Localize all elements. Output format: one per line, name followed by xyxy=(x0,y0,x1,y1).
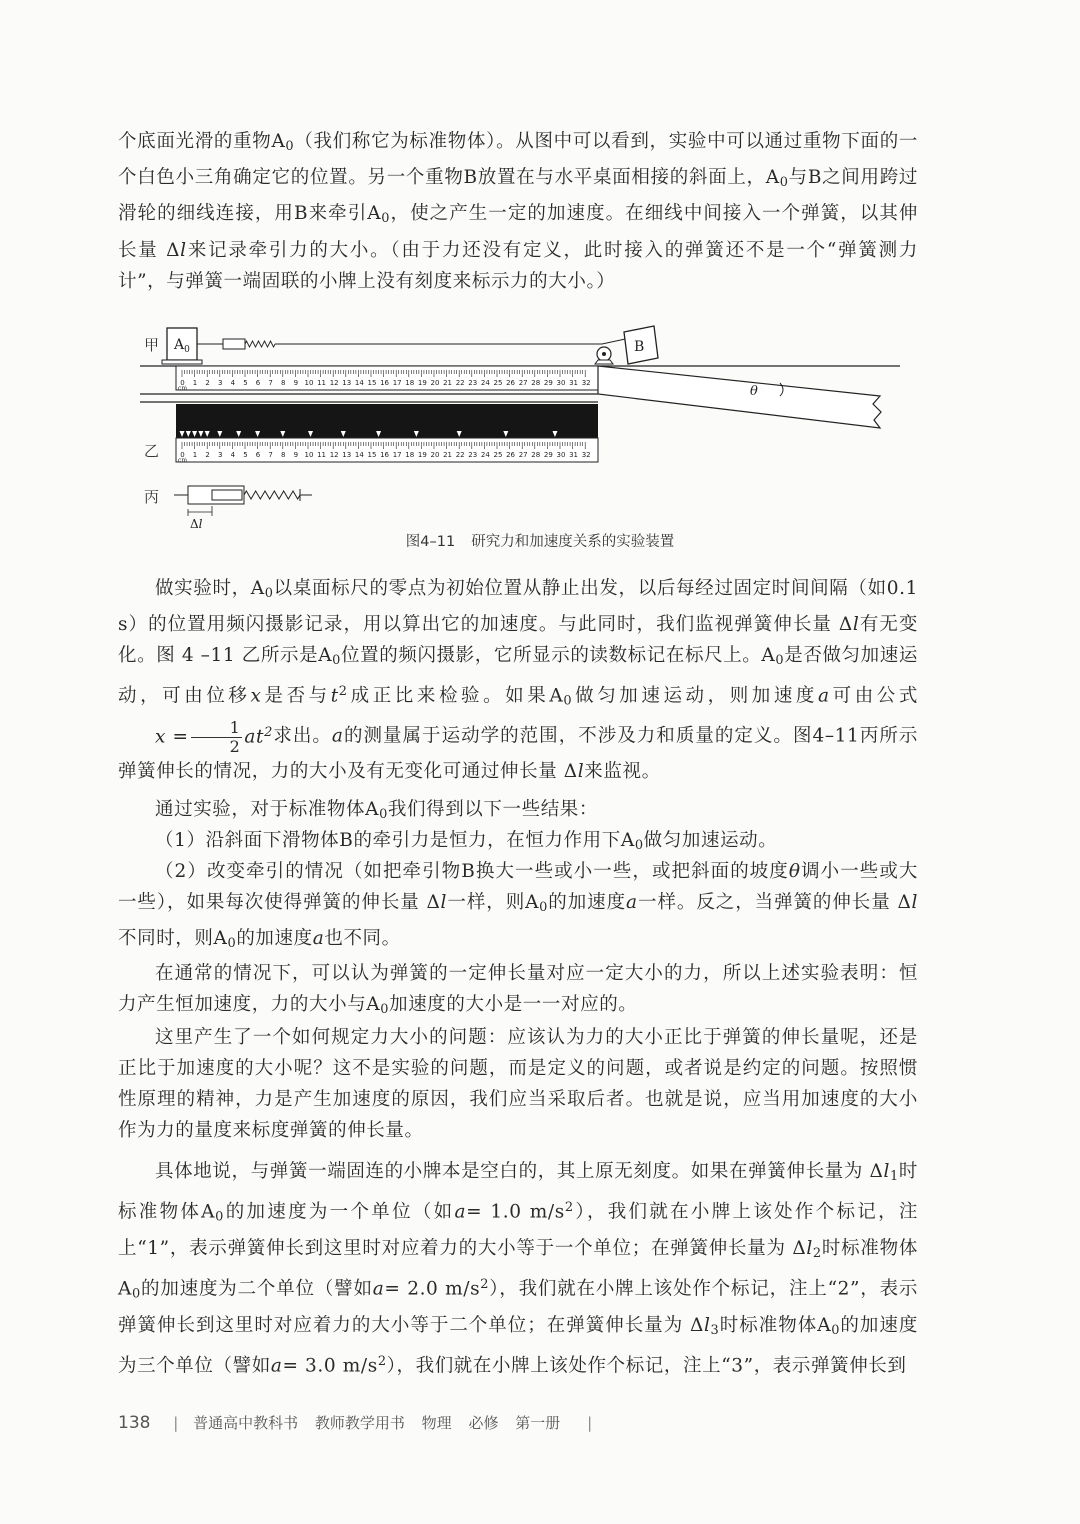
scale-number: 18 xyxy=(405,379,415,387)
page-number: 138 xyxy=(118,1413,151,1433)
scale-number: 16 xyxy=(380,379,390,387)
incline xyxy=(598,366,881,428)
scale-number: 23 xyxy=(468,379,478,387)
scale-number: 21 xyxy=(443,379,453,387)
scale-number: 7 xyxy=(268,379,273,387)
scale-number: 12 xyxy=(329,379,339,387)
scale-number: 28 xyxy=(531,451,541,459)
scale-number: 8 xyxy=(281,451,286,459)
paragraph-5: 在通常的情况下，可以认为弹簧的一定伸长量对应一定大小的力，所以上述实验表明：恒力产生恒加速度，力的大小与$A_0$加速度的大小是一一对应的。 xyxy=(118,963,918,1018)
page-footer: 138 | 普通高中教科书 教师教学用书 物理 必修 第一册 | xyxy=(118,1413,593,1433)
scale-number: 30 xyxy=(556,451,566,459)
scale-number: 11 xyxy=(317,379,327,387)
scale-number: 2 xyxy=(205,379,210,387)
scale-number: 13 xyxy=(342,379,352,387)
scale-number: 25 xyxy=(493,379,503,387)
scale-number: 26 xyxy=(506,451,516,459)
scale-number: 19 xyxy=(417,379,427,387)
scale-number: 6 xyxy=(255,379,261,387)
scale-number: 9 xyxy=(293,379,299,387)
scale-number: 20 xyxy=(430,451,440,459)
scale-number: 26 xyxy=(506,379,516,387)
scale-number: 14 xyxy=(354,379,364,387)
experiment-figure xyxy=(140,318,900,530)
footer-subject: 物理 xyxy=(421,1414,452,1432)
scale-number: 23 xyxy=(468,451,478,459)
scale-number: 17 xyxy=(392,379,402,387)
scale-number: 6 xyxy=(255,451,261,459)
scale-number: 10 xyxy=(304,379,314,387)
scale-number: 15 xyxy=(367,451,377,459)
scale-number: 9 xyxy=(293,451,299,459)
kinematics-formula: x = $\frac{1}{2}$ $at^2$ xyxy=(155,718,273,757)
footer-type: 教师教学用书 xyxy=(314,1414,405,1432)
scale-number: 29 xyxy=(543,379,553,387)
scale-number: 12 xyxy=(329,451,339,459)
scale-number: 28 xyxy=(531,379,541,387)
scale-number: 8 xyxy=(281,379,286,387)
scale-number: 10 xyxy=(304,451,314,459)
footer-course: 必修 xyxy=(468,1414,499,1432)
scale-number: 32 xyxy=(581,451,591,459)
paragraph-4: （2）改变牵引的情况（如把牵引物B换大一些或小一些，或把斜面的坡度θ调小一些或大一些），如果每次使得弹簧的伸长量 Δl一样，则$A_0$的加速度a一样。反之，当弹簧的伸长量 Δl不同时，则$A_0$的加速度a也不同。 xyxy=(118,861,918,952)
spring-inner xyxy=(212,490,242,500)
scale-number: 5 xyxy=(243,379,248,387)
scale-number: 22 xyxy=(455,451,465,459)
scale-number: 1 xyxy=(192,379,198,387)
scale-number: 17 xyxy=(392,451,402,459)
row-label-yi: 乙 xyxy=(144,442,160,460)
scale-number: 5 xyxy=(243,451,248,459)
scale-number: 22 xyxy=(455,379,465,387)
scale-number: 20 xyxy=(430,379,440,387)
scale-number: 13 xyxy=(342,451,352,459)
block-a0-base xyxy=(162,360,202,364)
paragraph-2: 通过实验，对于标准物体$A_0$我们得到以下一些结果： xyxy=(155,799,599,823)
scale-number: 25 xyxy=(493,451,503,459)
scale-number: 29 xyxy=(543,451,553,459)
block-b-label: B xyxy=(634,339,645,355)
svg-text:cm: cm xyxy=(178,385,188,392)
footer-book: 普通高中教科书 xyxy=(193,1414,299,1432)
paragraph-7: 具体地说，与弹簧一端固连的小牌本是空白的，其上原无刻度。如果在弹簧伸长量为 $\Delta l_1$时标准物体$A_0$的加速度为一个单位（如a= 1.0 $m/s^2$），我们就在小牌上该处作个标记，注上“1”，表示弹簧伸长到这里时对应着力的大小等于一个单位；在弹簧伸长量为 $\Delta l_2$时标准物体$A_0$的加速度为二个单位（譬如a= 2.0 $m/s^2$），我们就在小牌上该处作个标记，注上“2”，表示弹簧伸长到这里时对应着力的大小等于二个单位；在弹簧伸长量为 $\Delta l_3$时标准物体$A_0$的加速度为三个单位（譬如a= 3.0 $m/s^2$），我们就在小牌上该处作个标记，注上“3”，表示弹簧伸长到 xyxy=(118,1161,919,1377)
scale-number: 21 xyxy=(443,451,453,459)
scale-number: 0 xyxy=(180,451,185,459)
scale-number: 30 xyxy=(556,379,566,387)
scale-number: 7 xyxy=(268,451,273,459)
scale-number: 24 xyxy=(480,451,490,459)
angle-theta: θ xyxy=(750,384,758,399)
scale-number: 14 xyxy=(354,451,364,459)
scale-number: 1 xyxy=(192,451,198,459)
paragraph-1: 做实验时，$A_0$以桌面标尺的零点为初始位置从静止出发，以后每经过固定时间间隔（如0.1 s）的位置用频闪摄影记录，用以算出它的加速度。与此同时，我们监视弹簧伸长量 Δl有无变化。图 4 –11 乙所示是$A_0$位置的频闪摄影，它所显示的读数标记在标尺上。$A_0$是否做匀加速运动，可由位移x是否与$t^2$成正比来检验。如果$A_0$做匀加速运动，则加速度a可由公式x = $\frac{1}{2}$ $at^2$求出。a的测量属于运动学的范围，不涉及力和质量的定义。图4–11丙所示弹簧伸长的情况，力的大小及有无变化可通过伸长量 Δl来监视。 xyxy=(118,578,918,783)
paragraph-6: 这里产生了一个如何规定力大小的问题：应该认为力的大小正比于弹簧的伸长量呢，还是正比于加速度的大小呢？这不是实验的问题，而是定义的问题，或者说是约定的问题。按照惯性原理的精神，力是产生加速度的原因，我们应当采取后者。也就是说，应当用加速度的大小作为力的量度来标度弹簧的伸长量。 xyxy=(118,1027,918,1141)
scale-number: 32 xyxy=(581,379,591,387)
paragraph-3: （1）沿斜面下滑物体B的牵引力是恒力，在恒力作用下$A_0$做匀加速运动。 xyxy=(155,830,778,854)
scale-number: 3 xyxy=(218,451,223,459)
block-a0-label: $A_0$ xyxy=(174,337,190,355)
delta-l-label: Δl xyxy=(190,517,203,530)
intro-paragraph: 个底面光滑的重物$A_0$（我们称它为标准物体）。从图中可以看到，实验中可以通过重物下面的一个白色小三角确定它的位置。另一个重物B放置在与水平桌面相接的斜面上，$A_0$与B之间用跨过滑轮的细线连接，用B来牵引$A_0$，使之产生一定的加速度。在细线中间接入一个弹簧，以其伸长量 Δl来记录牵引力的大小。（由于力还没有定义，此时接入的弹簧还不是一个“弹簧测力计”，与弹簧一端固联的小牌上没有刻度来标示力的大小。） xyxy=(118,131,919,292)
figure-caption: 图4–11 研究力和加速度关系的实验装置 xyxy=(405,534,675,550)
footer-volume: 第一册 xyxy=(515,1414,561,1432)
scale-number: 16 xyxy=(380,451,390,459)
scale-number: 4 xyxy=(230,379,236,387)
svg-text:cm: cm xyxy=(178,457,188,464)
spring-coil xyxy=(245,341,275,347)
scale-number: 31 xyxy=(569,379,579,387)
row-label-jia: 甲 xyxy=(144,336,160,354)
row-label-bing: 丙 xyxy=(144,488,160,506)
scale-number: 0 xyxy=(180,379,185,387)
spring-coil-bing xyxy=(244,491,300,499)
scale-number: 18 xyxy=(405,451,415,459)
scale-number: 3 xyxy=(218,379,223,387)
scale-number: 19 xyxy=(417,451,427,459)
scale-number: 11 xyxy=(317,451,327,459)
scale-number: 31 xyxy=(569,451,579,459)
scale-number: 24 xyxy=(480,379,490,387)
spring-housing xyxy=(223,339,245,349)
scale-number: 15 xyxy=(367,379,377,387)
scale-number: 2 xyxy=(205,451,210,459)
scale-number: 4 xyxy=(230,451,236,459)
scale-number: 27 xyxy=(518,451,528,459)
scale-number: 27 xyxy=(518,379,528,387)
